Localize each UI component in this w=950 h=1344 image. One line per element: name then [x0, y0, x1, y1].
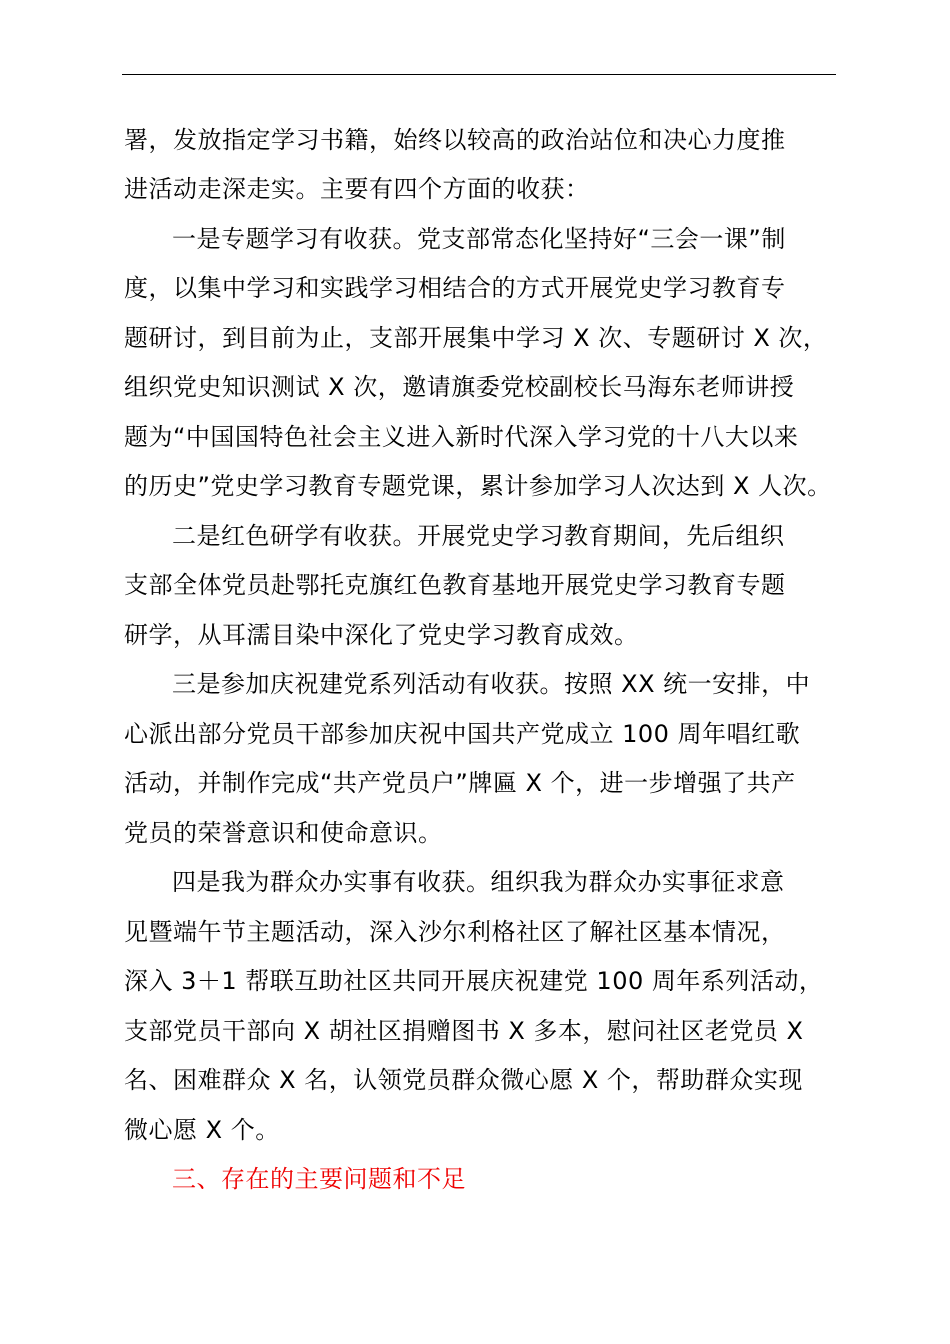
text-line: 的历史”党史学习教育专题党课，累计参加学习人次达到 X 人次。	[124, 472, 832, 500]
text-line: 题为“中国国特色社会主义进入新时代深入学习党的十八大以来	[124, 423, 799, 451]
text-line: 深入 3＋1 帮联互助社区共同开展庆祝建党 100 周年系列活动，	[124, 967, 824, 995]
text-line: 题研讨，到目前为止，支部开展集中学习 X 次、专题研讨 X 次，	[124, 324, 828, 352]
text-line: 党员的荣誉意识和使命意识。	[124, 819, 443, 847]
text-line: 支部党员干部向 X 胡社区捐赠图书 X 多本，慰问社区老党员 X	[124, 1017, 804, 1045]
header-rule	[122, 74, 836, 75]
text-line: 活动，并制作完成“共产党员户”牌匾 X 个，进一步增强了共产	[124, 769, 796, 797]
text-line: 进活动走深走实。主要有四个方面的收获：	[124, 175, 590, 203]
text-line: 心派出部分党员干部参加庆祝中国共产党成立 100 周年唱红歌	[124, 720, 801, 748]
text-line: 见暨端午节主题活动，深入沙尔利格社区了解社区基本情况，	[124, 918, 786, 946]
paragraph-2-start: 二是红色研学有收获。开展党史学习教育期间，先后组织	[172, 522, 785, 550]
text-line: 微心愿 X 个。	[124, 1116, 280, 1144]
text-line: 组织党史知识测试 X 次，邀请旗委党校副校长马海东老师讲授	[124, 373, 795, 401]
paragraph-3-start: 三是参加庆祝建党系列活动有收获。按照 XX 统一安排，中	[172, 670, 811, 698]
paragraph-1-start: 一是专题学习有收获。党支部常态化坚持好“三会一课”制	[172, 225, 786, 253]
text-line: 署，发放指定学习书籍，始终以较高的政治站位和决心力度推	[124, 126, 786, 154]
text-line: 度，以集中学习和实践学习相结合的方式开展党史学习教育专	[124, 274, 786, 302]
text-line: 名、困难群众 X 名，认领党员群众微心愿 X 个，帮助群众实现	[124, 1066, 803, 1094]
section-heading: 三、存在的主要问题和不足	[172, 1165, 466, 1193]
text-line: 研学，从耳濡目染中深化了党史学习教育成效。	[124, 621, 639, 649]
text-line: 支部全体党员赴鄂托克旗红色教育基地开展党史学习教育专题	[124, 571, 786, 599]
paragraph-4-start: 四是我为群众办实事有收获。组织我为群众办实事征求意	[172, 868, 785, 896]
